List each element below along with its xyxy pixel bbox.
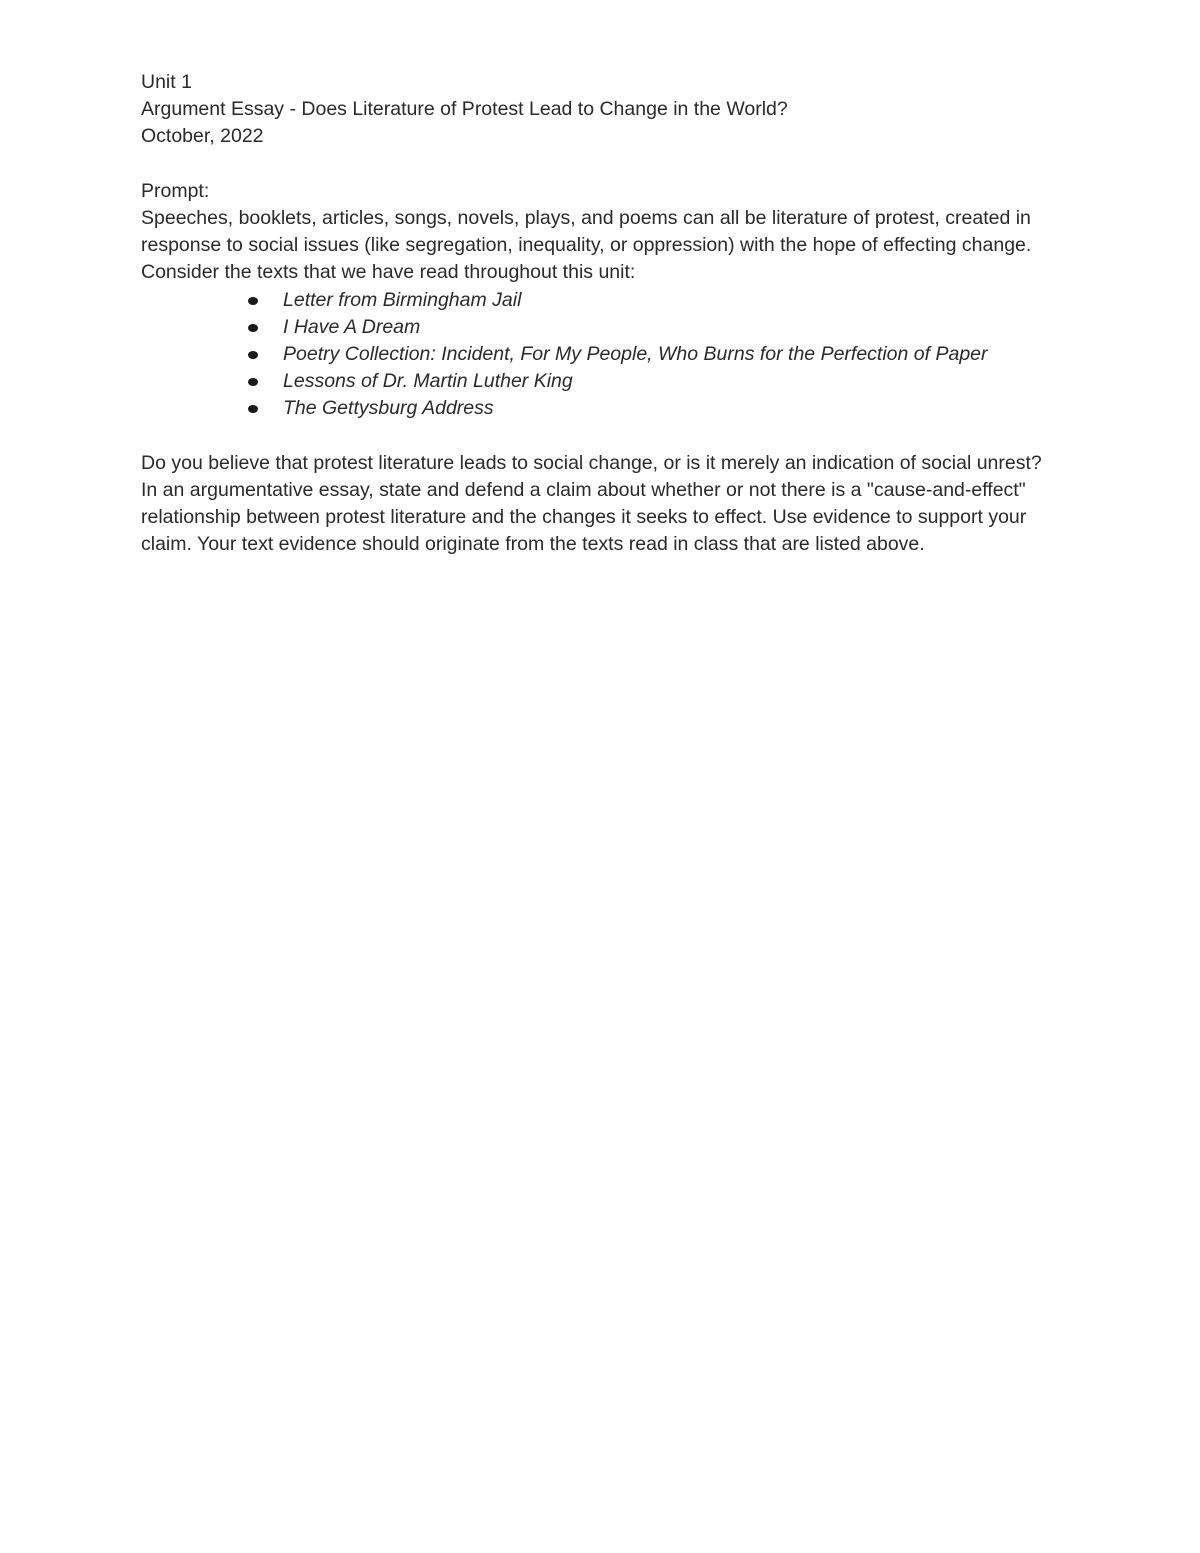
prompt-question: Do you believe that protest literature leads to social change, or is it merely an indication of social unrest? In an argumentative essay, state and defend a claim about whether or not there is a "cause-and-effect" relationship between protest literature and the changes it seeks to effect. Use evidence to support your claim. Your text evidence should originate from the texts read in class that are listed above. bbox=[141, 451, 1042, 556]
essay-title: Argument Essay - Does Literature of Protest Lead to Change in the World? bbox=[141, 98, 788, 121]
prompt-intro: Speeches, booklets, articles, songs, novels, plays, and poems can all be literature of protest, created in response to social issues (like segregation, inequality, or oppression) with the hope of effecting change. Consider the texts that we have read throughout this unit: bbox=[141, 207, 1032, 284]
spacer bbox=[141, 423, 1061, 450]
essay-date: October, 2022 bbox=[141, 125, 264, 148]
bullet-icon bbox=[248, 351, 258, 359]
text-list bbox=[141, 287, 1061, 423]
list-item bbox=[141, 395, 1061, 422]
text-title: Poetry Collection: Incident, For My People, Who Burns for the Perfection of Paper bbox=[283, 343, 988, 366]
bullet-icon bbox=[248, 378, 258, 386]
list-item bbox=[141, 341, 1061, 368]
text-title: Lessons of Dr. Martin Luther King bbox=[283, 370, 573, 393]
document-body bbox=[141, 69, 1061, 559]
bullet-icon bbox=[248, 324, 258, 332]
list-item bbox=[141, 287, 1061, 314]
text-title: I Have A Dream bbox=[283, 315, 421, 338]
text-title: Letter from Birmingham Jail bbox=[283, 288, 522, 311]
text-title: The Gettysburg Address bbox=[283, 397, 494, 420]
list-item bbox=[141, 314, 1061, 341]
prompt-label: Prompt: bbox=[141, 179, 210, 202]
list-item bbox=[141, 368, 1061, 395]
bullet-icon bbox=[248, 297, 258, 305]
unit-label: Unit 1 bbox=[141, 71, 192, 93]
bullet-icon bbox=[248, 405, 258, 413]
spacer bbox=[141, 151, 1061, 178]
